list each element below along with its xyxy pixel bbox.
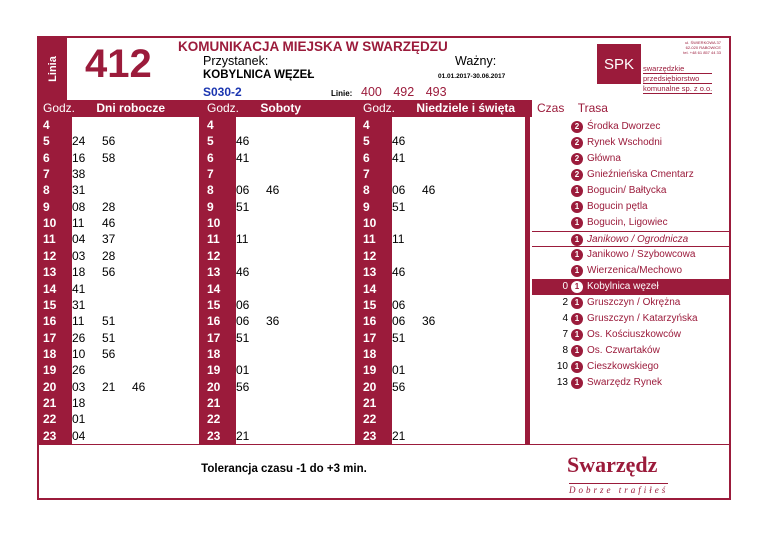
route-stop-name: Cieszkowskiego — [587, 361, 659, 372]
tolerance-note: Tolerancja czasu -1 do +3 min. — [201, 463, 367, 475]
minutes — [236, 362, 266, 378]
hour-label: 23 — [43, 428, 57, 443]
schedule-soboty — [203, 117, 359, 444]
minute-value: 41 — [236, 150, 250, 165]
hour-label: 4 — [207, 118, 214, 132]
minute-value: 56 — [102, 134, 116, 149]
minute-value: 46 — [132, 379, 146, 394]
hour-label: 17 — [43, 330, 57, 345]
minute-value: 21 — [236, 428, 250, 443]
route-stop-name: Bogucin pętla — [587, 201, 648, 212]
company-title: KOMUNIKACJA MIEJSKA W SWARZĘDZU — [178, 39, 448, 54]
route-stop — [532, 199, 729, 215]
route-stop-name: Gruszczyn / Katarzyńska — [587, 313, 698, 324]
minute-value: 51 — [236, 199, 250, 214]
hour-label: 8 — [363, 183, 370, 198]
schedule-robocze — [39, 117, 203, 444]
minutes — [392, 133, 422, 149]
minutes — [72, 428, 102, 444]
hour-label: 8 — [43, 183, 50, 198]
route-stop-name: Kobylnica węzeł — [587, 281, 659, 292]
minutes — [392, 330, 422, 346]
hour-label: 8 — [207, 183, 214, 198]
minutes — [236, 182, 296, 198]
stop-name: KOBYLNICA WĘZEŁ — [203, 69, 315, 81]
route-time: 7 — [562, 329, 568, 340]
minute-value: 51 — [392, 330, 406, 345]
minute-value: 11 — [236, 232, 249, 247]
hour-label: 22 — [43, 412, 57, 427]
route-stop-name: Janikowo / Szybowcowa — [587, 249, 696, 260]
hour-label: 15 — [43, 297, 57, 312]
zone-badge: 1 — [571, 249, 583, 261]
minutes — [72, 313, 132, 329]
hour-label: 20 — [207, 379, 221, 394]
hour-label: 21 — [363, 395, 377, 410]
minute-value: 46 — [236, 134, 250, 149]
route-stop-name: Gnieźnieńska Cmentarz — [587, 169, 694, 180]
minutes — [72, 264, 132, 280]
hour-label: 18 — [207, 346, 221, 361]
route-list — [532, 119, 729, 391]
minute-value: 56 — [392, 379, 406, 394]
minutes — [236, 313, 296, 329]
minutes — [72, 379, 162, 395]
godz-label: Godz. — [363, 101, 396, 115]
operator-name-line: komunalne sp. z o.o. — [643, 84, 713, 93]
zone-badge: 1 — [571, 297, 583, 309]
hour-label: 7 — [43, 167, 50, 182]
hour-label: 6 — [363, 150, 370, 165]
header-soboty — [203, 100, 359, 117]
minutes — [236, 150, 266, 166]
minute-value: 36 — [422, 314, 436, 329]
schedule-niedziele — [359, 117, 529, 444]
minutes — [236, 297, 266, 313]
phone-line: tel. +48 61 857 44 33 — [683, 50, 721, 55]
hour-label: 23 — [363, 428, 377, 443]
minutes — [72, 362, 102, 378]
hour-label: 16 — [43, 314, 57, 329]
city-tagline: Dobrze trafiłeś — [569, 485, 669, 495]
zone-badge: 1 — [571, 234, 583, 246]
minute-value: 38 — [72, 167, 86, 182]
route-stop — [532, 295, 729, 311]
route-time: 2 — [562, 297, 568, 308]
route-stop — [532, 183, 729, 199]
route-header — [532, 100, 729, 117]
minute-value: 28 — [102, 248, 116, 263]
minute-value: 51 — [102, 330, 116, 345]
minute-value: 46 — [422, 183, 436, 198]
hour-label: 12 — [43, 248, 57, 263]
hour-label: 20 — [363, 379, 377, 394]
zone-badge: 1 — [571, 201, 583, 213]
minute-value: 11 — [72, 216, 85, 231]
linie-value: 400 — [361, 85, 382, 99]
zone-badge: 2 — [571, 121, 583, 133]
hour-label: 16 — [363, 314, 377, 329]
route-stop — [532, 135, 729, 151]
route-stop — [532, 247, 729, 263]
zone-badge: 1 — [571, 265, 583, 277]
minutes — [72, 411, 102, 427]
hour-label: 4 — [43, 118, 50, 132]
minutes — [392, 362, 422, 378]
minute-value: 51 — [392, 199, 406, 214]
route-stop — [532, 327, 729, 343]
linie-values — [361, 85, 455, 99]
minutes — [72, 166, 102, 182]
hour-label: 5 — [43, 134, 50, 149]
hour-label: 5 — [363, 134, 370, 149]
zone-badge: 1 — [571, 345, 583, 357]
route-stop-name: Bogucin, Ligowiec — [587, 217, 668, 228]
hour-label: 6 — [43, 150, 50, 165]
route-stop — [532, 359, 729, 375]
minute-value: 04 — [72, 232, 86, 247]
minute-value: 01 — [392, 363, 406, 378]
city-logo: Swarzędz — [567, 452, 658, 477]
minute-value: 56 — [102, 346, 116, 361]
minute-value: 46 — [266, 183, 280, 198]
zone-badge: 2 — [571, 169, 583, 181]
minutes — [72, 395, 102, 411]
stop-code: S030-2 — [203, 85, 242, 99]
route-time: 8 — [562, 345, 568, 356]
schedule-inner — [236, 117, 355, 444]
minutes — [392, 313, 452, 329]
timetable-frame — [37, 36, 731, 500]
minutes — [236, 264, 266, 280]
route-stop-name: Swarzędz Rynek — [587, 377, 663, 388]
trasa-label: Trasa — [577, 101, 608, 115]
zone-badge: 1 — [571, 377, 583, 389]
hour-label: 9 — [363, 199, 370, 214]
minute-value: 03 — [72, 248, 86, 263]
hour-label: 15 — [363, 297, 377, 312]
wazny-label: Ważny: — [455, 54, 497, 68]
minute-value: 46 — [102, 216, 116, 231]
hour-label: 15 — [207, 297, 221, 312]
hour-label: 12 — [363, 248, 377, 263]
route-stop — [532, 151, 729, 167]
minutes — [392, 379, 422, 395]
hour-label: 14 — [207, 281, 221, 296]
hour-label: 9 — [207, 199, 214, 214]
spk-logo: SPK — [597, 44, 641, 84]
godz-label: Godz. — [43, 101, 76, 115]
minute-value: 18 — [72, 395, 86, 410]
route-stop-name: Janikowo / Ogrodnicza — [587, 234, 689, 245]
minute-value: 56 — [236, 379, 250, 394]
linie-value: 493 — [425, 85, 447, 99]
operator-name-line: przedsiębiorstwo — [643, 74, 712, 84]
minutes — [392, 199, 422, 215]
address-line: ul. ŚWIERKOWA 37 — [685, 40, 721, 45]
minute-value: 51 — [102, 314, 116, 329]
operator-address — [683, 40, 721, 55]
operator-name — [643, 64, 712, 94]
hour-label: 17 — [363, 330, 377, 345]
minute-value: 28 — [102, 199, 116, 214]
minute-value: 46 — [392, 265, 406, 280]
zone-badge: 1 — [571, 217, 583, 229]
hour-label: 6 — [207, 150, 214, 165]
minutes — [72, 281, 102, 297]
hour-label: 13 — [363, 265, 377, 280]
route-stop-name: Wierzenica/Mechowo — [587, 265, 683, 276]
minute-value: 21 — [392, 428, 406, 443]
route-stop — [532, 311, 729, 327]
minute-value: 11 — [72, 314, 85, 329]
hour-label: 10 — [207, 216, 221, 231]
hour-label: 21 — [207, 395, 221, 410]
minutes — [392, 428, 422, 444]
minutes — [72, 297, 102, 313]
hour-label: 9 — [43, 199, 50, 214]
schedule-inner — [392, 117, 525, 444]
zone-badge: 1 — [571, 281, 583, 293]
hour-label: 12 — [207, 248, 221, 263]
route-stop-name: Rynek Wschodni — [587, 137, 663, 148]
hour-label: 11 — [207, 232, 220, 247]
minute-value: 21 — [102, 379, 116, 394]
route-stop-current — [532, 279, 729, 295]
route-stop — [532, 343, 729, 359]
minutes — [72, 330, 132, 346]
minute-value: 41 — [392, 150, 406, 165]
hour-label: 22 — [363, 412, 377, 427]
hour-label: 4 — [363, 118, 370, 132]
minutes — [236, 330, 266, 346]
route-stop — [532, 215, 729, 231]
minute-value: 26 — [72, 363, 86, 378]
minute-value: 06 — [236, 314, 250, 329]
soboty-label: Soboty — [260, 101, 302, 115]
minutes — [72, 346, 132, 362]
linia-label: Linia — [46, 56, 59, 82]
minutes — [392, 150, 422, 166]
zone-badge: 2 — [571, 153, 583, 165]
route-time: 0 — [562, 281, 568, 292]
zone-badge: 1 — [571, 361, 583, 373]
minutes — [72, 150, 132, 166]
hour-label: 21 — [43, 395, 57, 410]
minutes — [72, 182, 102, 198]
minute-value: 06 — [392, 314, 406, 329]
minute-value: 56 — [102, 265, 116, 280]
route-stop-name: Gruszczyn / Okrężna — [587, 297, 681, 308]
zone-badge: 2 — [571, 137, 583, 149]
minute-value: 26 — [72, 330, 86, 345]
hour-label: 23 — [207, 428, 221, 443]
zone-badge: 1 — [571, 329, 583, 341]
minute-value: 11 — [392, 232, 405, 247]
route-stop-name: Bogucin/ Bałtycka — [587, 185, 667, 196]
minutes — [236, 199, 266, 215]
route-stop — [532, 375, 729, 391]
route-stop-name: Główna — [587, 153, 621, 164]
route-stop-name: Os. Kościuszkowców — [587, 329, 681, 340]
operator-name-line: swarzędzkie — [643, 64, 712, 74]
hour-label: 10 — [363, 216, 377, 231]
przystanek-label: Przystanek: — [203, 54, 269, 68]
hour-label: 11 — [43, 232, 56, 247]
route-stop — [532, 119, 729, 135]
hour-label: 18 — [363, 346, 377, 361]
header-robocze — [39, 100, 203, 117]
minute-value: 36 — [266, 314, 280, 329]
minute-value: 08 — [72, 199, 86, 214]
zone-badge: 1 — [571, 185, 583, 197]
minute-value: 06 — [392, 183, 406, 198]
minutes — [72, 215, 132, 231]
robocze-label: Dni robocze — [96, 101, 166, 115]
minute-value: 24 — [72, 134, 86, 149]
godz-label: Godz. — [207, 101, 240, 115]
minutes — [72, 248, 132, 264]
hour-label: 18 — [43, 346, 57, 361]
hour-label: 17 — [207, 330, 221, 345]
minutes — [236, 379, 266, 395]
minute-value: 58 — [102, 150, 116, 165]
minute-value: 06 — [236, 183, 250, 198]
address-line: 62-020 RABOWICE — [685, 45, 721, 50]
route-stop-name: Os. Czwartaków — [587, 345, 660, 356]
minutes — [392, 231, 422, 247]
minute-value: 03 — [72, 379, 86, 394]
hour-label: 7 — [207, 167, 214, 182]
minutes — [392, 297, 422, 313]
minute-value: 41 — [72, 281, 86, 296]
minute-value: 06 — [392, 297, 406, 312]
footer-divider — [39, 444, 729, 445]
route-divider — [529, 117, 530, 444]
minute-value: 16 — [72, 150, 86, 165]
hour-label: 13 — [207, 265, 221, 280]
hour-label: 16 — [207, 314, 221, 329]
minute-value: 10 — [72, 346, 86, 361]
minute-value: 18 — [72, 265, 86, 280]
header-niedziele — [359, 100, 532, 117]
linie-value: 492 — [393, 85, 415, 99]
minute-value: 31 — [72, 297, 86, 312]
hour-label: 20 — [43, 379, 57, 394]
hour-label: 14 — [43, 281, 57, 296]
minutes — [236, 428, 266, 444]
route-time: 10 — [556, 361, 568, 372]
minutes — [72, 231, 132, 247]
minute-value: 04 — [72, 428, 86, 443]
minutes — [236, 133, 266, 149]
hour-label: 10 — [43, 216, 57, 231]
minutes — [72, 199, 132, 215]
hour-label: 5 — [207, 134, 214, 149]
route-stop-name: Środka Dworzec — [587, 121, 661, 132]
minutes — [392, 182, 452, 198]
route-stop — [532, 167, 729, 183]
czas-label: Czas — [537, 101, 565, 115]
hour-label: 19 — [207, 363, 221, 378]
minute-value: 46 — [236, 265, 250, 280]
minute-value: 01 — [72, 412, 86, 427]
hour-label: 11 — [363, 232, 376, 247]
hour-label: 14 — [363, 281, 377, 296]
valid-dates: 01.01.2017-30.06.2017 — [438, 73, 506, 80]
hour-label: 22 — [207, 412, 221, 427]
niedziele-label: Niedziele i święta — [416, 101, 516, 115]
minute-value: 51 — [236, 330, 250, 345]
linie-label: Linie: — [331, 89, 353, 98]
minutes — [236, 231, 266, 247]
minute-value: 31 — [72, 183, 86, 198]
route-time: 13 — [556, 377, 568, 388]
minutes — [392, 264, 422, 280]
minute-value: 46 — [392, 134, 406, 149]
minute-value: 37 — [102, 232, 116, 247]
hour-label: 7 — [363, 167, 370, 182]
hour-label: 19 — [363, 363, 377, 378]
zone-badge: 1 — [571, 313, 583, 325]
route-stop — [532, 231, 729, 247]
route-stop — [532, 263, 729, 279]
route-time: 4 — [562, 313, 568, 324]
hour-label: 13 — [43, 265, 57, 280]
minute-value: 01 — [236, 363, 250, 378]
hour-label: 19 — [43, 363, 57, 378]
minute-value: 06 — [236, 297, 250, 312]
minutes — [72, 133, 132, 149]
line-number: 412 — [85, 42, 152, 86]
